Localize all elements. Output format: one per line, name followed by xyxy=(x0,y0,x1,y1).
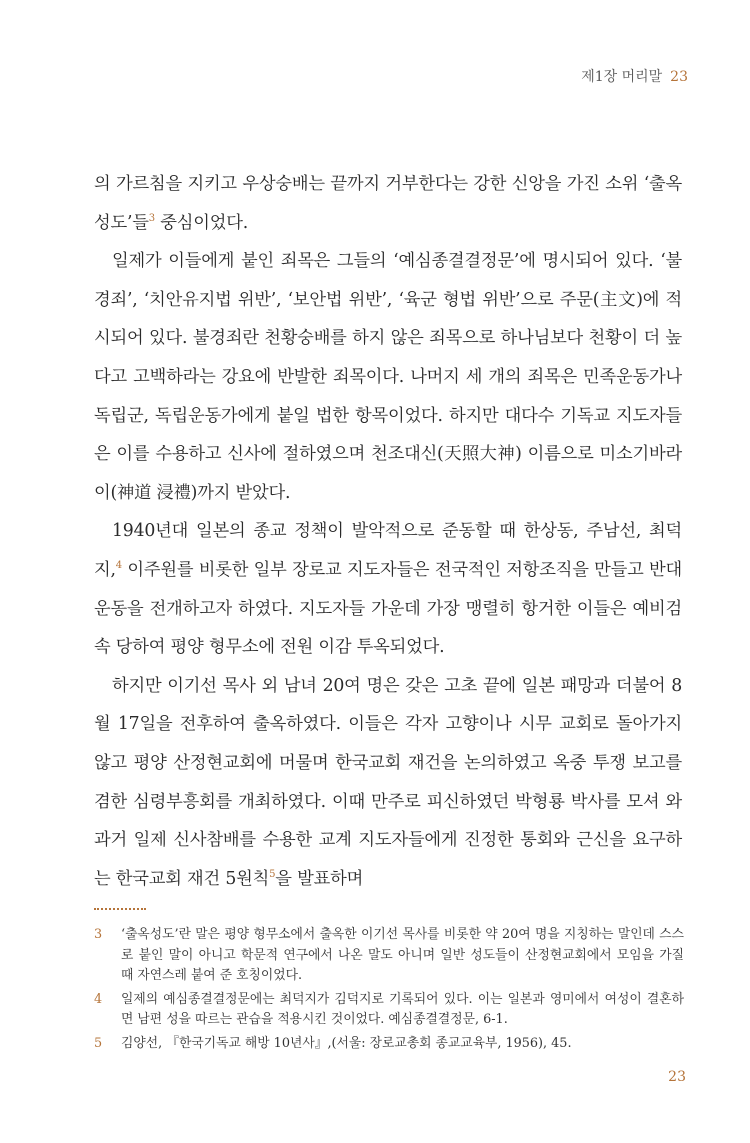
footnote-item xyxy=(94,925,684,987)
footnote-text: ‘출옥성도’란 말은 평양 형무소에서 출옥한 이기선 목사를 비롯한 약 20여 명을 지칭하는 말인데 스스로 붙인 말이 아니고 학문적 연구에서 나온 말도 아니며 일반 성도들이 산정현교회에서 모임을 가질 때 자연스레 붙여 준 호칭이었다. xyxy=(121,927,684,983)
footnote-reference[interactable]: 4 xyxy=(115,560,122,572)
paragraph xyxy=(94,667,682,899)
footnote-item xyxy=(94,990,684,1031)
footnote-number: 3 xyxy=(94,927,103,942)
footnote-divider xyxy=(94,908,146,910)
footnote-reference[interactable]: 5 xyxy=(269,868,276,880)
paragraph xyxy=(94,165,682,242)
paragraph-text: 이주원를 비롯한 일부 장로교 지도자들은 전국적인 저항조직을 만들고 반대운동을 전개하고자 하였다. 지도자들 가운데 가장 맹렬히 항거한 이들은 예비검속 당하여 평양 형무소에 전원 이감 투옥되었다. xyxy=(94,559,682,658)
paragraph-text: 의 가르침을 지키고 우상숭배는 끝까지 거부한다는 강한 신앙을 가진 소위 ‘출옥성도’들 xyxy=(94,174,682,233)
paragraph-text: 을 발표하며 xyxy=(275,868,364,889)
footnote-number: 4 xyxy=(94,991,103,1007)
footnote-text: 김양선, 『한국기독교 해방 10년사』,(서울: 장로교총회 종교교육부, 1956), 45. xyxy=(121,1035,572,1051)
footnote-number: 5 xyxy=(94,1035,103,1051)
footnote-text: 일제의 예심종결결정문에는 최덕지가 김덕지로 기록되어 있다. 이는 일본과 영미에서 여성이 결혼하면 남편 성을 따르는 관습을 적용시킨 것이었다. 예심종결결정문, 6-1. xyxy=(121,991,684,1027)
paragraph-text: 일제가 이들에게 붙인 죄목은 그들의 ‘예심종결결정문’에 명시되어 있다. ‘불경죄’, ‘치안유지법 위반’, ‘보안법 위반’, ‘육군 형법 위반’으로 주문(主文)에 적시되어 있다. 불경죄란 천황숭배를 하지 않은 죄목으로 하나님보다 천황이 더 높다고 고백하라는 강요에 반발한 죄목이다. 나머지 세 개의 죄목은 민족운동가나 독립군, 독립운동가에게 붙일 법한 항목이었다. 하지만 대다수 기독교 지도자들은 이를 수용하고 신사에 절하였으며 천조대신(天照大神) 이름으로 미소기바라이(神道 浸禮)까지 받았다. xyxy=(94,251,682,503)
footnotes xyxy=(94,925,684,1057)
main-body-text xyxy=(94,165,682,898)
paragraph xyxy=(94,242,682,512)
header-page-number: 23 xyxy=(670,69,688,85)
paragraph xyxy=(94,512,682,666)
paragraph-text: 하지만 이기선 목사 외 남녀 20여 명은 갖은 고초 끝에 일본 패망과 더불어 8월 17일을 전후하여 출옥하였다. 이들은 각자 고향이나 시무 교회로 돌아가지 않고 평양 산정현교회에 머물며 한국교회 재건을 논의하였고 옥중 투쟁 보고를 겸한 심령부흥회를 개최하였다. 이때 만주로 피신하였던 박형룡 박사를 모셔 와 과거 일제 신사참배를 수용한 교계 지도자들에게 진정한 통회와 근신을 요구하는 한국교회 재건 5원칙 xyxy=(94,675,682,889)
running-header xyxy=(581,66,688,86)
chapter-title: 제1장 머리말 xyxy=(581,69,663,85)
paragraph-text: 중심이었다. xyxy=(154,212,249,233)
footnote-item xyxy=(94,1034,684,1055)
page-number: 23 xyxy=(668,1069,686,1085)
paragraph-text: 1940년대 일본의 종교 정책이 발악적으로 준동할 때 한상동, 주남선, 최덕지, xyxy=(94,521,682,580)
footnote-reference[interactable]: 3 xyxy=(148,212,155,224)
